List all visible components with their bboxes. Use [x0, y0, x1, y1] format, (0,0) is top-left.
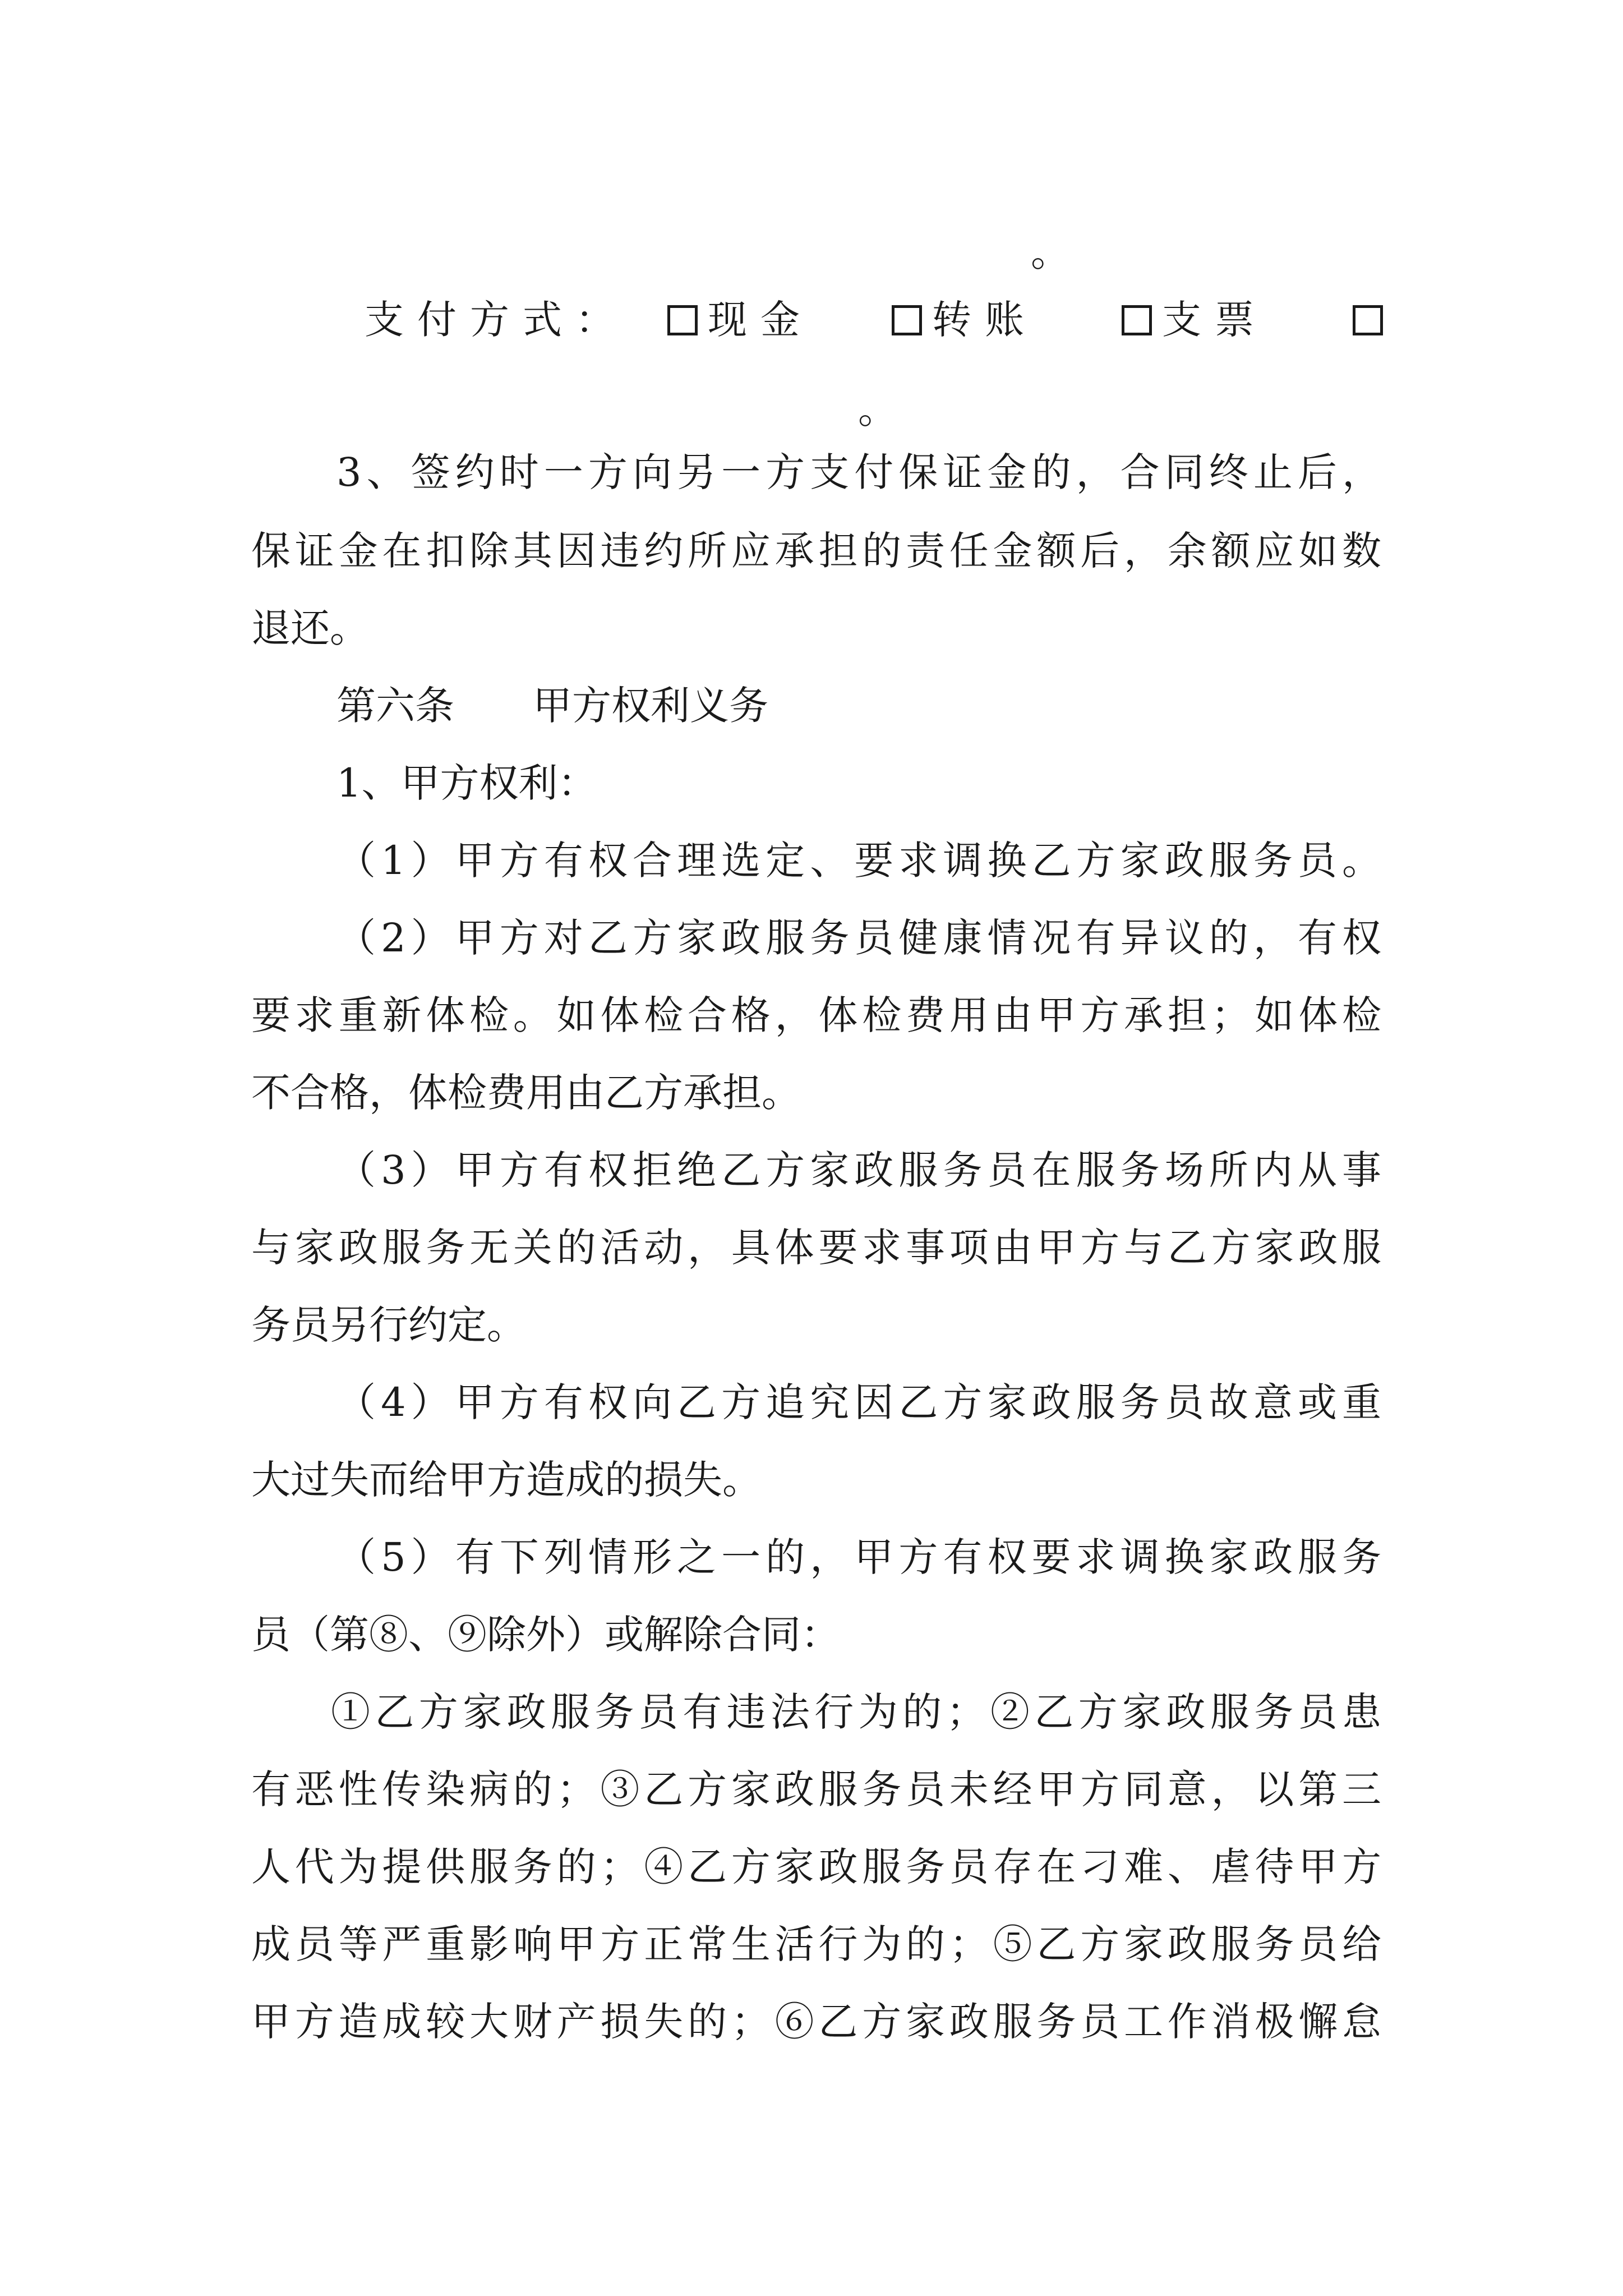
text-line-2: 保证金在扣除其因违约所应承担的责任金额后，余额应如数 — [251, 528, 1381, 574]
clause-1: （1）甲方有权合理选定、要求调换乙方家政服务员。 — [336, 838, 1381, 884]
clause-2-line-2: 要求重新体检。如体检合格，体检费用由甲方承担；如体检 — [251, 992, 1381, 1038]
payment-option-other — [1353, 292, 1393, 348]
checkbox-icon — [1353, 305, 1383, 335]
clause-3-line-2: 与家政服务无关的活动，具体要求事项由甲方与乙方家政服 — [251, 1225, 1381, 1271]
clause-5-line-1: （5）有下列情形之一的，甲方有权要求调换家政服务 — [336, 1534, 1381, 1580]
clause-4-line-1: （4）甲方有权向乙方追究因乙方家政服务员故意或重 — [336, 1379, 1381, 1425]
clause-4-line-2: 大过失而给甲方造成的损失。 — [251, 1457, 762, 1503]
clause-3-line-1: （3）甲方有权拒绝乙方家政服务员在服务场所内从事 — [336, 1147, 1381, 1193]
payment-option-transfer: 转账 — [892, 292, 1038, 348]
payment-method-row — [365, 292, 1391, 348]
list-line-5: 甲方造成较大财产损失的；⑥乙方家政服务员工作消极懈怠 — [251, 1999, 1381, 2045]
period-mark-payment: 。 — [858, 386, 897, 432]
list-line-4: 成员等严重影响甲方正常生活行为的；⑤乙方家政服务员给 — [251, 1921, 1381, 1967]
list-line-1: ①乙方家政服务员有违法行为的；②乙方家政服务员患 — [331, 1689, 1381, 1735]
payment-option-cash: 现金 — [667, 292, 813, 348]
checkbox-icon — [1122, 305, 1152, 335]
text-line-1: 3、签约时一方向另一方支付保证金的，合同终止后， — [336, 449, 1381, 495]
period-mark-top: 。 — [1031, 229, 1070, 275]
clause-2-line-3: 不合格，体检费用由乙方承担。 — [251, 1070, 801, 1116]
list-line-2: 有恶性传染病的；③乙方家政服务员未经甲方同意，以第三 — [251, 1766, 1381, 1812]
section-heading: 第六条 甲方权利义务 — [336, 683, 768, 729]
clause-2-line-1: （2）甲方对乙方家政服务员健康情况有异议的，有权 — [336, 915, 1381, 961]
checkbox-icon — [667, 305, 698, 335]
payment-option-cheque: 支票 — [1122, 292, 1267, 348]
payment-method-label: 支付方式： — [365, 297, 628, 343]
clause-5-line-2: 员（第⑧、⑨除外）或解除合同： — [251, 1612, 840, 1658]
clause-3-line-3: 务员另行约定。 — [251, 1302, 526, 1348]
text-line-3: 退还。 — [251, 605, 369, 651]
checkbox-icon — [892, 305, 922, 335]
list-line-3: 人代为提供服务的；④乙方家政服务员存在刁难、虐待甲方 — [251, 1844, 1381, 1890]
subsection-heading: 1、甲方权利： — [336, 760, 597, 806]
